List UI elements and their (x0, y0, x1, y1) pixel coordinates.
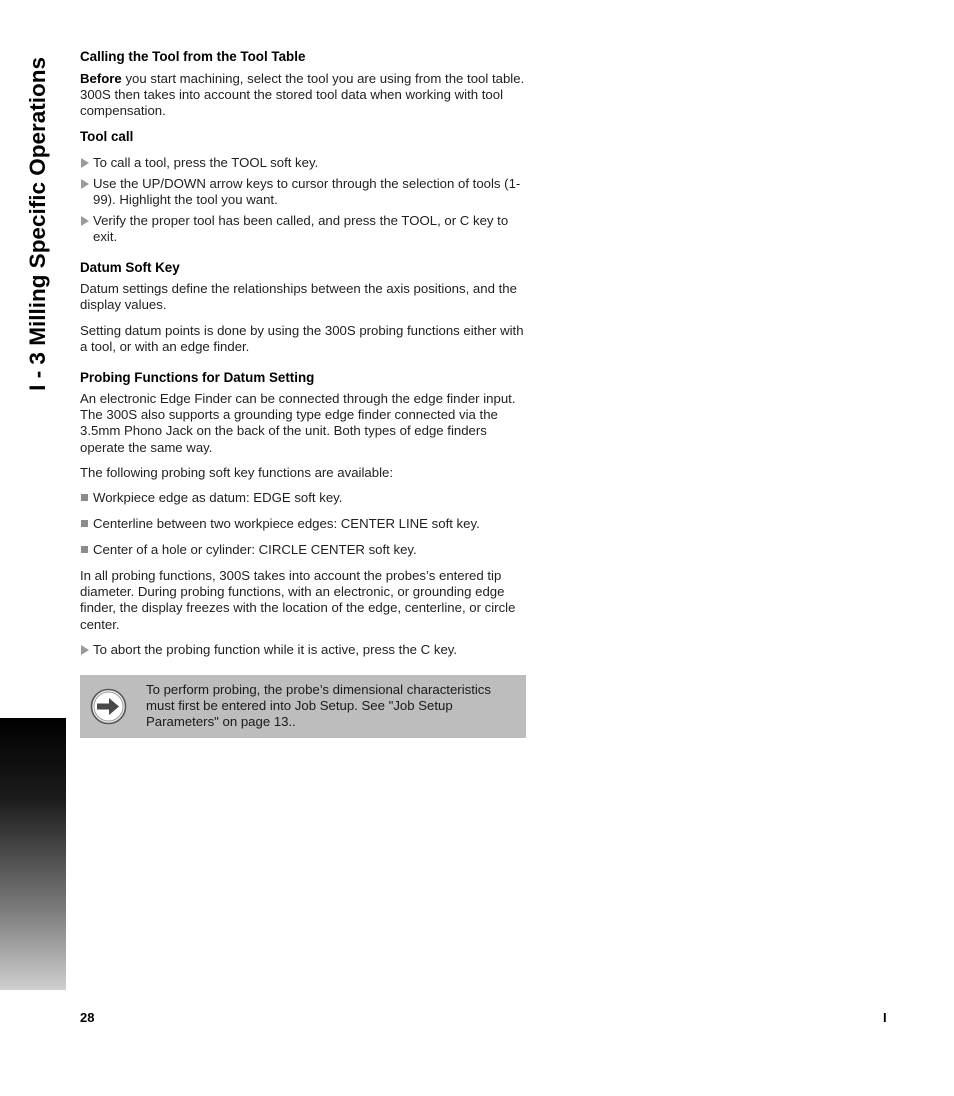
datum-paragraph-1: Datum settings define the relationships between the axis positions, and the display values. (80, 281, 517, 313)
arrow-right-circle-icon (90, 688, 127, 725)
step-arrow-icon (81, 645, 89, 655)
square-bullet-icon (81, 546, 88, 553)
note-box (80, 675, 526, 738)
tool-call-step-text: Verify the proper tool has been called, and press the TOOL, or C key to exit. (93, 213, 509, 245)
probing-function-text: Center of a hole or cylinder: CIRCLE CENTER soft key. (93, 542, 417, 557)
tool-call-step-text: Use the UP/DOWN arrow keys to cursor through the selection of tools (1-99). Highlight the tool you want. (93, 176, 521, 208)
probing-function-item (80, 490, 528, 506)
tool-call-step (80, 213, 528, 245)
calling-paragraph-text: you start machining, select the tool you are using from the tool table. 300S then takes into account the stored tool data when working with tool compensation. (80, 71, 525, 119)
abort-step-text: To abort the probing function while it is active, press the C key. (93, 642, 458, 657)
heading-datum-soft-key: Datum Soft Key (80, 260, 180, 275)
heading-probing-functions: Probing Functions for Datum Setting (80, 370, 315, 385)
probing-function-text: Workpiece edge as datum: EDGE soft key. (93, 490, 343, 505)
tool-call-step (80, 176, 528, 208)
side-chapter-title-text: I - 3 Milling Specific Operations (25, 57, 50, 391)
calling-bold-lead: Before (80, 71, 122, 86)
tool-call-step-text: To call a tool, press the TOOL soft key. (93, 155, 319, 170)
chapter-mark: I (883, 1010, 887, 1025)
side-gradient-bar (0, 718, 66, 990)
calling-paragraph (80, 71, 528, 120)
square-bullet-icon (81, 520, 88, 527)
probing-function-item (80, 516, 528, 532)
step-arrow-icon (81, 179, 89, 189)
datum-paragraph-2: Setting datum points is done by using the 300S probing functions either with a tool, or with an edge finder. (80, 323, 524, 355)
note-text: To perform probing, the probe’s dimensional characteristics must first be entered into Job Setup. See "Job Setup Parameters" on page 13.. (146, 682, 491, 729)
tool-call-step (80, 155, 528, 171)
step-arrow-icon (81, 216, 89, 226)
probing-paragraph-2: The following probing soft key functions are available: (80, 465, 394, 480)
probing-function-item (80, 542, 528, 558)
square-bullet-icon (81, 494, 88, 501)
probing-paragraph-3: In all probing functions, 300S takes into account the probes’s entered tip diameter. During probing functions, with an electronic, or grounding edge finder, the display freezes with the location of the edge, centerline, or circle center. (80, 568, 516, 632)
heading-calling-tool: Calling the Tool from the Tool Table (80, 49, 306, 64)
probing-paragraph-1: An electronic Edge Finder can be connected through the edge finder input. The 300S also supports a grounding type edge finder connected via the 3.5mm Phono Jack on the back of the unit. Both types of edge finders operate the same way. (80, 391, 516, 455)
probing-function-text: Centerline between two workpiece edges: CENTER LINE soft key. (93, 516, 480, 531)
heading-tool-call: Tool call (80, 129, 134, 144)
abort-step (80, 642, 528, 658)
side-chapter-title (22, 57, 54, 437)
step-arrow-icon (81, 158, 89, 168)
page-number: 28 (80, 1010, 95, 1025)
